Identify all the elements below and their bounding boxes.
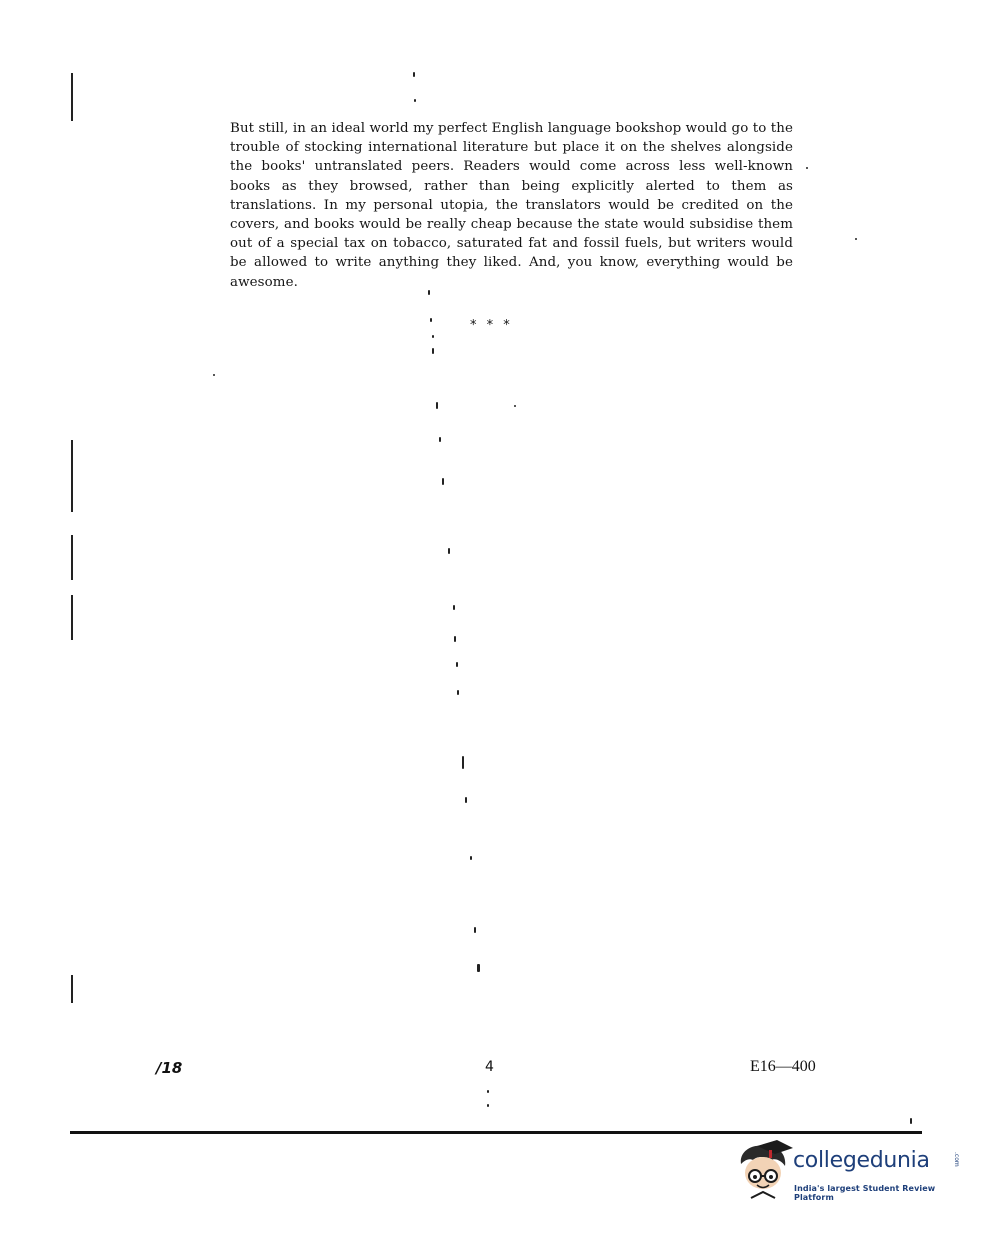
scan-speck	[213, 374, 215, 376]
scan-speck	[470, 856, 472, 860]
scan-speck	[462, 756, 464, 769]
scan-speck	[436, 402, 438, 409]
scan-speck	[448, 548, 450, 554]
scan-speck	[454, 636, 456, 642]
scan-speck	[474, 927, 476, 933]
scan-speck	[465, 797, 467, 803]
scan-margin-line	[71, 440, 73, 512]
scan-speck	[439, 437, 441, 442]
scan-speck	[910, 1118, 912, 1124]
section-separator-stars: * * *	[470, 318, 513, 333]
scan-speck	[806, 167, 808, 169]
scan-speck	[487, 1104, 489, 1107]
collegedunia-watermark	[735, 1140, 965, 1202]
scan-speck	[453, 605, 455, 610]
scan-speck	[456, 662, 458, 667]
footer-rule	[70, 1131, 922, 1134]
brand-name: collegedunia	[793, 1148, 930, 1173]
brand-domain-suffix: .com	[953, 1152, 960, 1167]
scan-speck	[414, 99, 416, 102]
scan-margin-line	[71, 595, 73, 640]
scan-speck	[477, 964, 480, 972]
page-number: 4	[485, 1059, 494, 1075]
scan-speck	[430, 318, 432, 322]
scan-margin-line	[71, 73, 73, 121]
mascot-graduate-icon	[735, 1140, 793, 1202]
scan-speck	[457, 690, 459, 695]
scan-margin-line	[71, 975, 73, 1003]
scan-speck	[487, 1090, 489, 1093]
scan-speck	[514, 405, 516, 407]
scan-margin-line	[71, 535, 73, 580]
scan-speck	[442, 478, 444, 485]
scan-speck	[413, 72, 415, 77]
footer-left-code: /18	[156, 1059, 183, 1077]
brand-tagline: India's largest Student Review Platform	[794, 1184, 936, 1202]
scan-speck	[855, 238, 857, 240]
passage-paragraph: But still, in an ideal world my perfect English language bookshop would go to the trouble of stocking international literature but place it on the shelves alongside the books' untranslated peers. Readers would come across less well-known books as they browsed, rather than being explicitly alerted to them as translations. In my personal utopia, the translators would be credited on the covers, and books would be really cheap because the state would subsidise them out of a special tax on tobacco, saturated fat and fossil fuels, but writers would be allowed to write anything they liked. And, you know, everything would be awesome.	[230, 121, 793, 290]
scan-speck	[432, 335, 434, 338]
scan-speck	[432, 348, 434, 354]
paper-code: E16—400	[750, 1058, 816, 1075]
